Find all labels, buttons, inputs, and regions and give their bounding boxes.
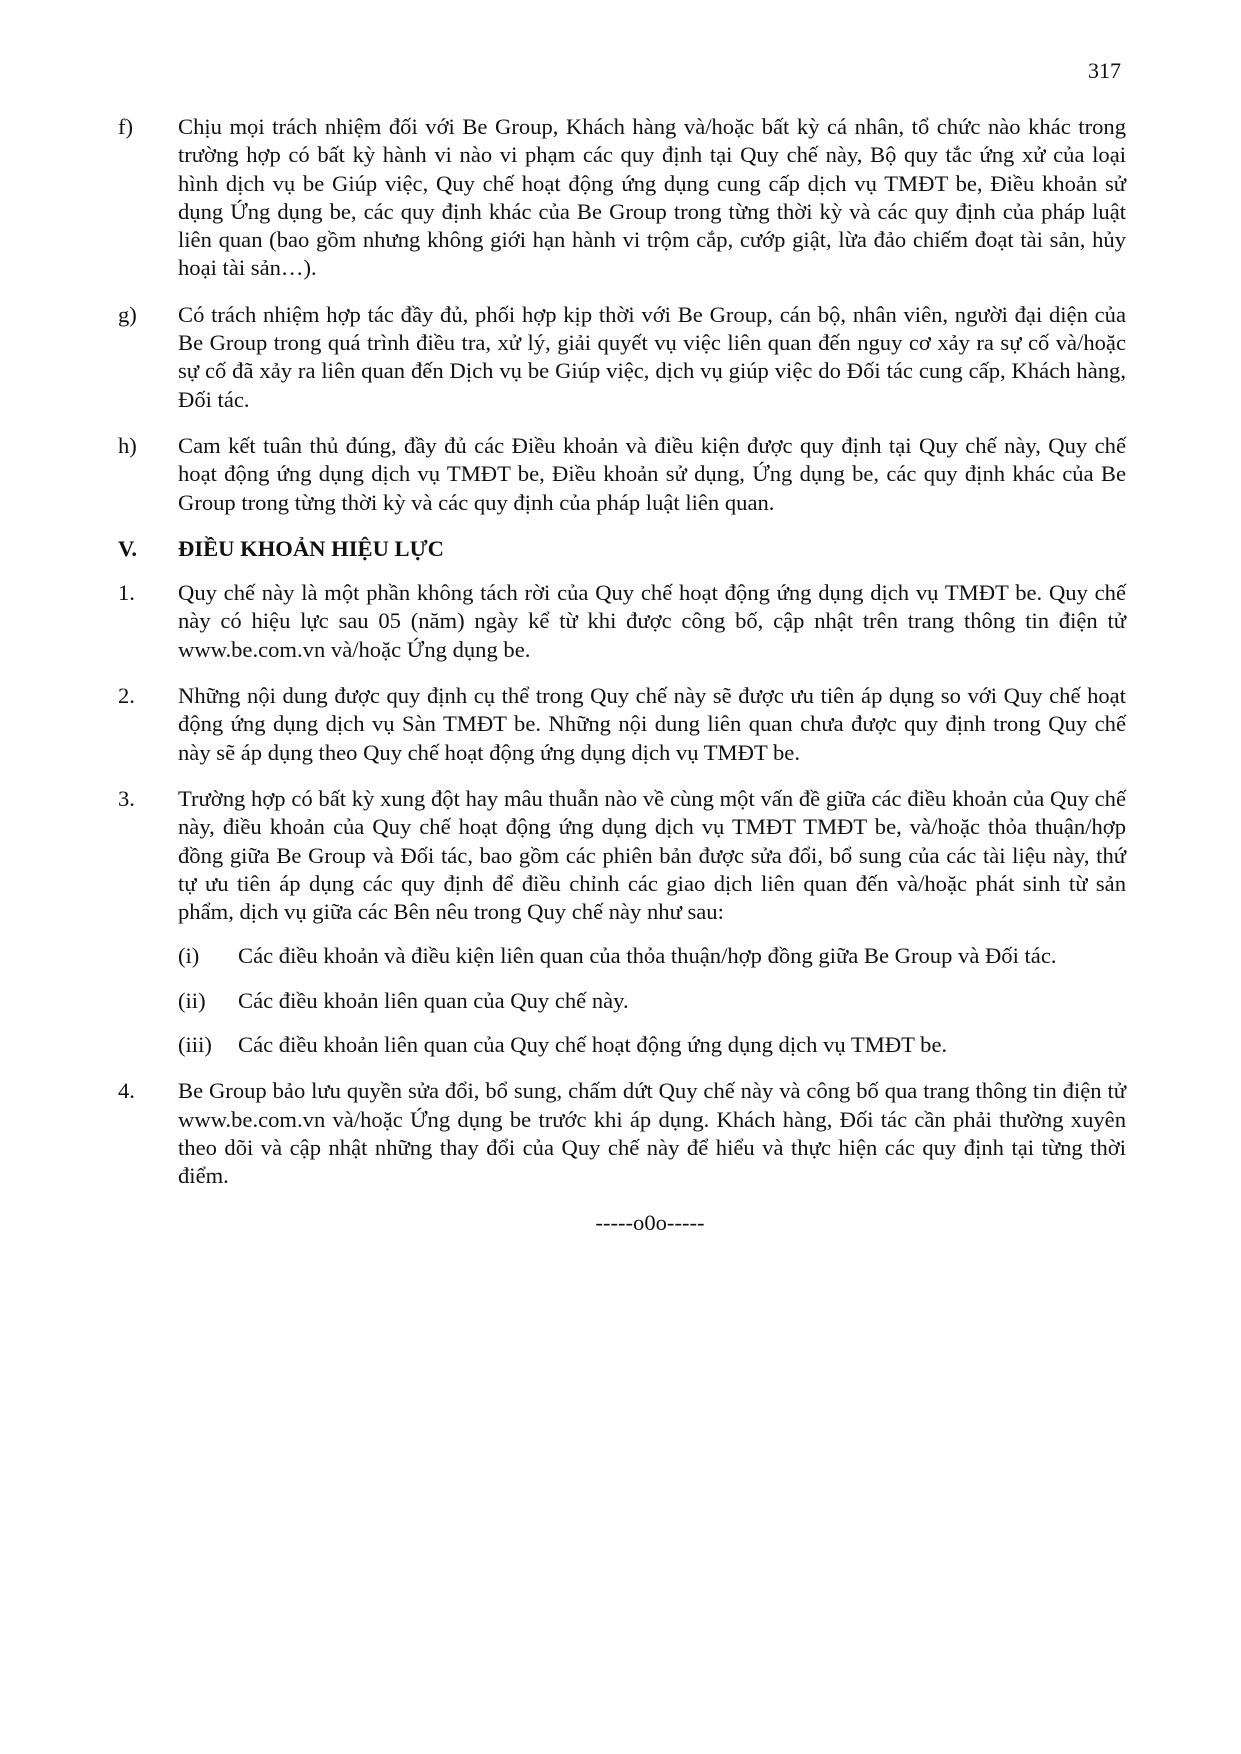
sub-item-i [178,942,1126,970]
sub-item-text: Các điều khoản liên quan của Quy chế hoạt động ứng dụng dịch vụ TMĐT be. [238,1032,948,1058]
list-item-2 [118,682,1126,767]
item-label: 2. [118,683,135,709]
item-text: Chịu mọi trách nhiệm đối với Be Group, Khách hàng và/hoặc bất kỳ cá nhân, tổ chức nào khác trong trường hợp có bất kỳ hành vi nào vi phạm các quy định tại Quy chế này, Bộ quy tắc ứng xử của loại hình dịch vụ be Giúp việc, Quy chế hoạt động ứng dụng cung cấp dịch vụ TMĐT be, Điều khoản sử dụng Ứng dụng be, các quy định khác của Be Group trong từng thời kỳ và các quy định của pháp luật liên quan (bao gồm nhưng không giới hạn hành vi trộm cắp, cướp giật, lừa đảo chiếm đoạt tài sản, hủy hoại tài sản…). [178,114,1126,281]
item-label: 4. [118,1078,135,1104]
item-text: Be Group bảo lưu quyền sửa đổi, bổ sung, chấm dứt Quy chế này và công bố qua trang thông tin điện tử www.be.com.vn và/hoặc Ứng dụng be trước khi áp dụng. Khách hàng, Đối tác cần phải thường xuyên theo dõi và cập nhật những thay đổi của Quy chế này để hiểu và thực hiện các quy định tại từng thời điểm. [178,1078,1126,1189]
list-item-f [118,113,1126,283]
priority-sub-list [178,942,1126,1059]
item-label: 1. [118,580,135,606]
section-heading [118,535,1126,563]
item-text: Có trách nhiệm hợp tác đầy đủ, phối hợp kịp thời với Be Group, cán bộ, nhân viên, người đại diện của Be Group trong quá trình điều tra, xử lý, giải quyết vụ việc liên quan đến nguy cơ xảy ra sự cố và/hoặc sự cố đã xảy ra liên quan đến Dịch vụ be Giúp việc, dịch vụ giúp việc do Đối tác cung cấp, Khách hàng, Đối tác. [178,301,1126,412]
item-label: g) [118,301,137,327]
list-item-h [118,432,1126,517]
item-label: 3. [118,785,135,811]
item-text: Những nội dung được quy định cụ thể trong Quy chế này sẽ được ưu tiên áp dụng so với Quy chế hoạt động ứng dụng dịch vụ Sàn TMĐT be. Những nội dung liên quan chưa được quy định trong Quy chế này sẽ áp dụng theo Quy chế hoạt động ứng dụng dịch vụ TMĐT be. [178,683,1126,765]
page-number: 317 [1088,58,1121,83]
sub-item-text: Các điều khoản và điều kiện liên quan của thỏa thuận/hợp đồng giữa Be Group và Đối tác. [238,943,1057,969]
item-label: h) [118,432,137,458]
sub-item-ii [178,987,1126,1015]
item-text: Trường hợp có bất kỳ xung đột hay mâu thuẫn nào về cùng một vấn đề giữa các điều khoản của Quy chế này, điều khoản của Quy chế hoạt động ứng dụng dịch vụ TMĐT TMĐT be, và/hoặc thỏa thuận/hợp đồng giữa Be Group và Đối tác, bao gồm các phiên bản được sửa đổi, bổ sung của các tài liệu này, thứ tự ưu tiên áp dụng các quy định để điều chỉnh các giao dịch liên quan đến và/hoặc phát sinh từ sản phẩm, dịch vụ giữa các Bên nêu trong Quy chế này như sau: [178,785,1126,925]
list-item-3 [118,785,1126,926]
sub-item-label: (iii) [178,1032,212,1058]
item-text: Quy chế này là một phần không tách rời của Quy chế hoạt động ứng dụng dịch vụ TMĐT be. Quy chế này có hiệu lực sau 05 (năm) ngày kể từ khi được công bố, cập nhật trên trang thông tin điện tử www.be.com.vn và/hoặc Ứng dụng be. [178,580,1126,662]
sub-item-text: Các điều khoản liên quan của Quy chế này. [238,987,629,1013]
sub-item-label: (ii) [178,987,206,1013]
list-item-1 [118,579,1126,664]
section-number: V. [118,535,138,561]
end-mark: -----o0o----- [595,1209,705,1235]
list-item-4 [118,1077,1126,1190]
item-label: f) [118,114,134,139]
document-body [118,113,1126,1237]
sub-item-label: (i) [178,943,200,969]
item-text: Cam kết tuân thủ đúng, đầy đủ các Điều khoản và điều kiện được quy định tại Quy chế này, Quy chế hoạt động ứng dụng dịch vụ TMĐT be, Điều khoản sử dụng, Ứng dụng be, các quy định khác của Be Group trong từng thời kỳ và các quy định của pháp luật liên quan. [178,432,1126,515]
list-item-g [118,301,1126,414]
section-title: ĐIỀU KHOẢN HIỆU LỰC [178,535,444,561]
sub-item-iii [178,1031,1126,1059]
